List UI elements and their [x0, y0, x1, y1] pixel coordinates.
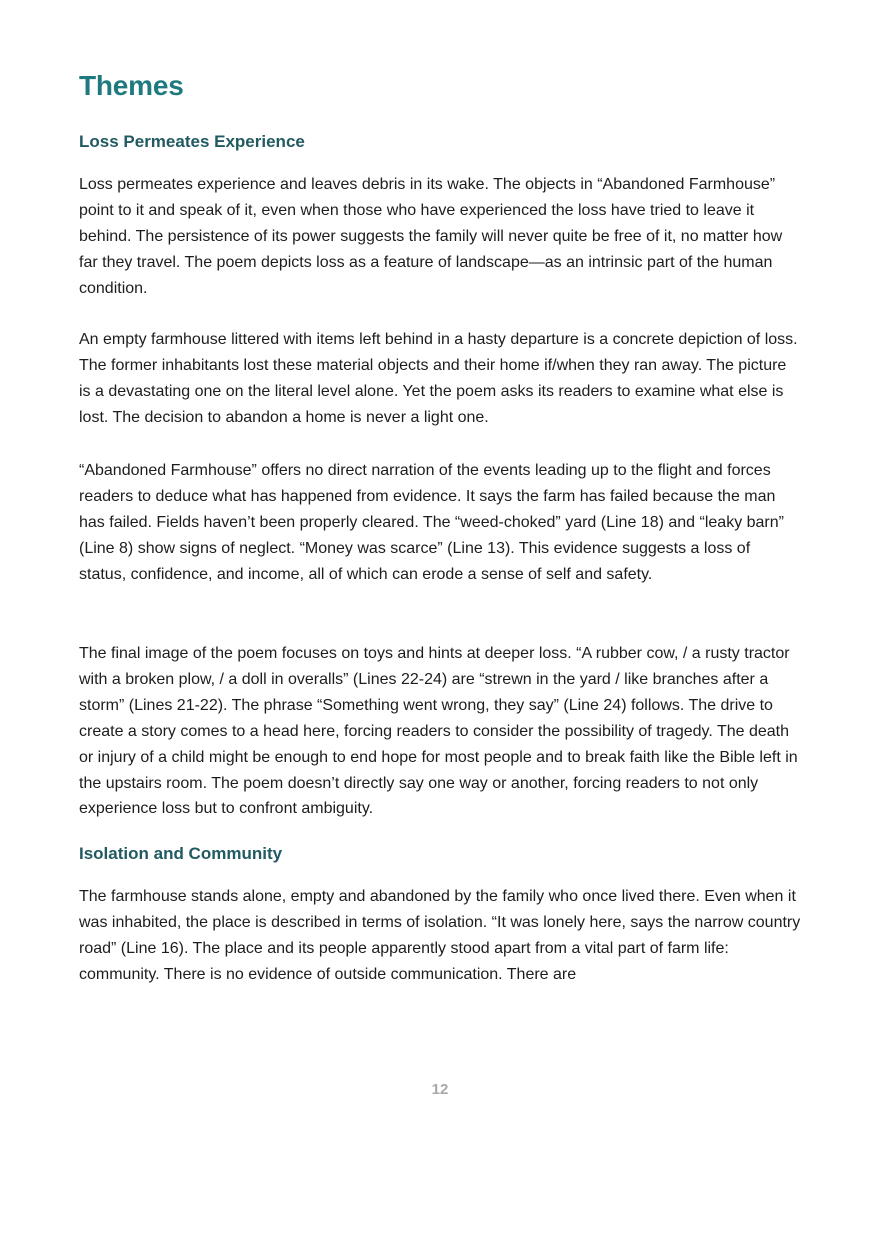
- page-title: Themes: [79, 70, 184, 101]
- page-number: 12: [431, 1081, 449, 1098]
- paragraph-loss-2: An empty farmhouse littered with items left behind in a hasty departure is a concrete depiction of loss. The former inhabitants lost these material objects and their home if/when they ran away. The picture is a devastating one on the literal level alone. Yet the poem asks its readers to examine what else is lost. The decision to abandon a home is never a light one.: [79, 331, 798, 426]
- section-heading-isolation: Isolation and Community: [79, 844, 283, 863]
- paragraph-loss-1: Loss permeates experience and leaves debris in its wake. The objects in “Abandoned Farmhouse” point to it and speak of it, even when those who have experienced the loss have tried to leave it behind. The persistence of its power suggests the family will never quite be free of it, no matter how far they travel. The poem depicts loss as a feature of landscape—as an intrinsic part of the human condition.: [79, 176, 783, 297]
- paragraph-loss-3: “Abandoned Farmhouse” offers no direct narration of the events leading up to the flight and forces readers to deduce what has happened from evidence. It says the farm has failed because the man has failed. Fields haven’t been properly cleared. The “weed-choked” yard (Line 18) and “leaky barn” (Line 8) show signs of neglect. “Money was scarce” (Line 13). This evidence suggests a loss of status, confidence, and income, all of which can erode a sense of self and safety.: [79, 462, 784, 583]
- paragraph-loss-4: The final image of the poem focuses on toys and hints at deeper loss. “A rubber cow, / a rusty tractor with a broken plow, / a doll in overalls” (Lines 22-24) are “strewn in the yard / like branches after a storm” (Lines 21-22). The phrase “Something went wrong, they say” (Line 24) follows. The drive to create a story comes to a head here, forcing readers to consider the possibility of tragedy. The death or injury of a child might be enough to end hope for most people and to break faith like the Bible left in the upstairs room. The poem doesn’t directly say one way or another, forcing readers to not only experience loss but to confront ambiguity.: [79, 645, 798, 818]
- section-heading-loss: Loss Permeates Experience: [79, 132, 305, 151]
- paragraph-isolation-1: The farmhouse stands alone, empty and abandoned by the family who once lived there. Even when it was inhabited, the place is described in terms of isolation. “It was lonely here, says the narrow country road” (Line 16). The place and its people apparently stood apart from a vital part of farm life: community. There is no evidence of outside communication. There are: [79, 888, 801, 983]
